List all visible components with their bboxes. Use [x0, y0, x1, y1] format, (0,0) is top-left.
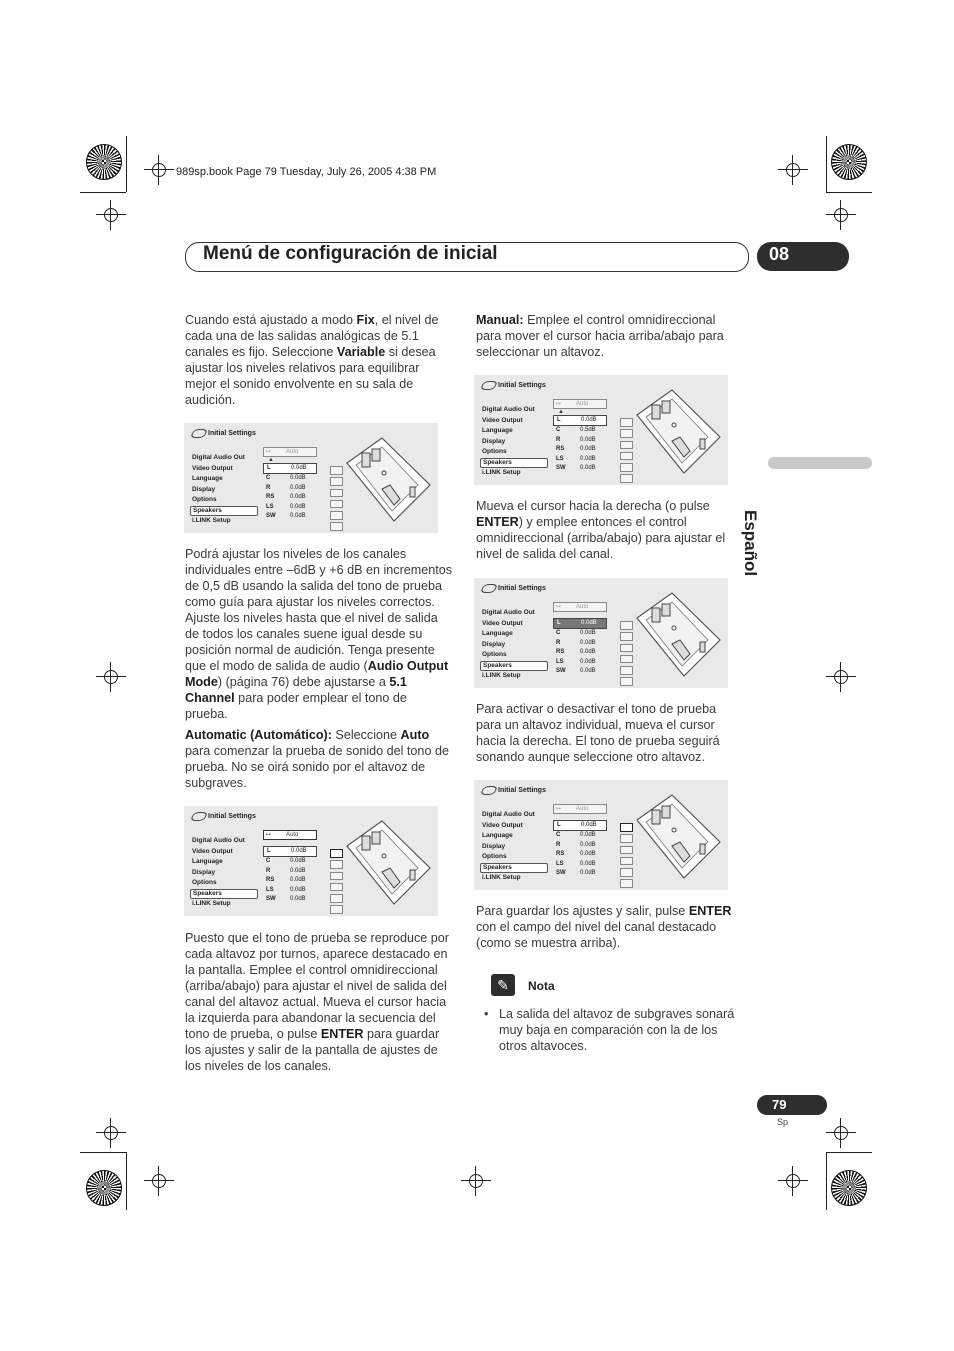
menu-item: Video Output: [482, 821, 523, 829]
paragraph: Automatic (Automático): Seleccione Auto para comenzar la prueba de sonido del tono de prueba. No se oirá sonido por el altavoz de subgraves.: [185, 728, 449, 790]
crop-line: [80, 1152, 126, 1153]
settings-menu: [190, 836, 258, 910]
registration-star-icon: [831, 1170, 867, 1206]
crop-mark-icon: [826, 1118, 856, 1148]
menu-item: Options: [192, 496, 217, 504]
crop-line: [126, 136, 127, 192]
note-icon: ✎: [491, 974, 515, 996]
menu-item: Language: [482, 630, 513, 638]
menu-item: Digital Audio Out: [482, 406, 535, 413]
menu-item: Display: [192, 868, 216, 876]
room-diagram-icon: [342, 433, 432, 525]
room-diagram-icon: [632, 385, 722, 477]
crop-mark-icon: [778, 1166, 808, 1196]
menu-item: Options: [482, 651, 507, 659]
menu-item: Display: [482, 842, 506, 850]
settings-menu: [480, 810, 548, 884]
crop-line: [826, 1152, 872, 1153]
paragraph: Puesto que el tono de prueba se reproduce por cada altavoz por turnos, aparece destacado en la pantalla. Emplee el control omnidireccional (arriba/abajo) para ajustar el nivel de salida del canal del altavoz actual. Mueva el cursor hacia la izquierda para abandonar la secuencia del tono de prueba, o pulse ENTER para guardar los ajustes y salir de la pantalla de ajustes de los niveles de los canales.: [185, 931, 449, 1073]
auto-field: ↦ Auto: [263, 830, 317, 840]
settings-icon: [190, 812, 208, 821]
print-line: 989sp.book Page 79 Tuesday, July 26, 2005 4:38 PM: [176, 166, 437, 178]
crop-line: [826, 192, 872, 193]
menu-item: Language: [482, 832, 513, 840]
settings-screen: [184, 806, 438, 916]
menu-item: i.LINK Setup: [482, 468, 521, 476]
paragraph: Mueva el cursor hacia la derecha (o pulse ENTER) y emplee entonces el control omnidireccional (arriba/abajo) para ajustar el nivel de salida del canal.: [476, 499, 726, 561]
menu-item: Video Output: [482, 619, 523, 627]
crop-mark-icon: [144, 155, 174, 185]
settings-screen: [184, 423, 438, 533]
level-panel: ↦ Auto ▲ L 0.0dB C 0.5dB R 0.0dB RS 0.0dB LS 0.0dB SW 0.0dB: [553, 399, 619, 477]
settings-icon: [190, 429, 208, 438]
channel-list: L 0.0dB C 0.0dB R 0.0dB RS 0.0dB LS 0.0dB SW 0.0dB: [263, 463, 317, 521]
level-panel: [553, 602, 619, 680]
channel-list: L 0.0dB C 0.0dB R 0.0dB RS 0.0dB LS 0.0dB SW 0.0dB: [553, 820, 607, 878]
tone-slots: [330, 849, 342, 917]
paragraph: Podrá ajustar los niveles de los canales individuales entre –6dB y +6 dB en incrementos de 0,5 dB usando la salida del tono de prueba como guía para ajustar los niveles correctos. Ajuste los niveles hasta que el nivel de salida de todos los canales suene igual desde su posición normal de audición. Tenga presente que el modo de salida de audio (Audio Output Mode) (página 76) debe ajustarse a 5.1 Channel para poder emplear el tono de prueba.: [185, 547, 453, 721]
language-label: Español: [741, 510, 760, 577]
menu-item-selected: Speakers: [480, 863, 548, 873]
crop-line: [126, 1152, 127, 1210]
channel-list: L 0.0dB C 0.0dB R 0.0dB RS 0.0dB LS 0.0dB SW 0.0dB: [553, 618, 607, 676]
menu-item: Digital Audio Out: [482, 811, 535, 818]
note-title: Nota: [528, 979, 555, 993]
level-panel: [263, 830, 329, 908]
crop-mark-icon: [826, 662, 856, 692]
auto-field: ↦ Auto: [263, 447, 317, 457]
tone-slots: [620, 823, 632, 891]
menu-item: Options: [482, 448, 507, 456]
settings-icon: [480, 381, 498, 390]
tone-slots: [330, 466, 342, 534]
auto-field: ↦ Auto: [553, 804, 607, 814]
menu-item: i.LINK Setup: [482, 873, 521, 881]
crop-mark-icon: [96, 662, 126, 692]
crop-mark-icon: [96, 1118, 126, 1148]
room-diagram-icon: [632, 588, 722, 680]
paragraph: Manual: Emplee el control omnidireccional para mover el cursor hacia arriba/abajo para seleccionar un altavoz.: [476, 313, 724, 359]
note-bullet: • La salida del altavoz de subgraves sonará muy baja en comparación con la de los otros altavoces.: [484, 1007, 735, 1053]
menu-item: Options: [192, 879, 217, 887]
auto-field: ↦ Auto: [553, 399, 607, 409]
settings-menu: [480, 405, 548, 479]
screen-title: Initial Settings: [498, 382, 546, 389]
language-tab: [768, 457, 872, 469]
settings-menu: [480, 608, 548, 682]
settings-icon: [480, 786, 498, 795]
menu-item: Video Output: [192, 847, 233, 855]
settings-screen: [474, 780, 728, 890]
menu-item: Display: [482, 437, 506, 445]
menu-item-selected: Speakers: [190, 889, 258, 899]
channel-list: L 0.0dB C 0.0dB R 0.0dB RS 0.0dB LS 0.0dB SW 0.0dB: [263, 846, 317, 904]
registration-star-icon: [831, 144, 867, 180]
page-badge: [757, 1095, 827, 1115]
crop-line: [80, 192, 126, 193]
crop-line: [826, 136, 827, 192]
settings-icon: [480, 584, 498, 593]
menu-item-selected: Speakers: [190, 506, 258, 516]
menu-item: Options: [482, 853, 507, 861]
menu-item: Digital Audio Out: [192, 837, 245, 844]
crop-mark-icon: [96, 200, 126, 230]
screen-title: Initial Settings: [208, 813, 256, 820]
menu-item: Video Output: [482, 416, 523, 424]
menu-item: Language: [192, 475, 223, 483]
menu-item: i.LINK Setup: [192, 516, 231, 524]
screen-title: Initial Settings: [498, 787, 546, 794]
page-title: Menú de configuración de inicial: [203, 243, 498, 264]
menu-item: Digital Audio Out: [482, 609, 535, 616]
crop-mark-icon: [461, 1166, 491, 1196]
page-number: 79: [772, 1097, 787, 1112]
menu-item-selected: Speakers: [480, 458, 548, 468]
crop-mark-icon: [778, 155, 808, 185]
menu-item: Language: [192, 858, 223, 866]
tone-slots: [620, 418, 632, 486]
menu-item: Digital Audio Out: [192, 454, 245, 461]
chapter-number: 08: [769, 244, 790, 264]
settings-screen: [474, 375, 728, 485]
auto-field: ↦ Auto: [553, 602, 607, 612]
room-diagram-icon: [632, 790, 722, 882]
room-diagram-icon: [342, 816, 432, 908]
menu-item: Language: [482, 427, 513, 435]
screen-title: Initial Settings: [208, 430, 256, 437]
crop-line: [826, 1152, 827, 1210]
menu-item: Display: [482, 640, 506, 648]
settings-menu: [190, 453, 258, 527]
level-panel: ↦ Auto ▲ L 0.0dB C 0.0dB R 0.0dB RS 0.0dB LS 0.0dB SW 0.0dB: [263, 447, 329, 525]
crop-mark-icon: [826, 200, 856, 230]
menu-item: i.LINK Setup: [192, 899, 231, 907]
menu-item: i.LINK Setup: [482, 671, 521, 679]
tone-slots: [620, 621, 632, 689]
page-language: Sp: [777, 1117, 789, 1127]
settings-screen: [474, 578, 728, 688]
crop-mark-icon: [144, 1166, 174, 1196]
menu-item: Video Output: [192, 464, 233, 472]
menu-item: Display: [192, 485, 216, 493]
paragraph: Para activar o desactivar el tono de prueba para un altavoz individual, mueva el cursor hacia la derecha. El tono de prueba seguirá sonando aunque seleccione otro altavoz.: [476, 702, 720, 764]
registration-star-icon: [86, 1170, 122, 1206]
paragraph: Cuando está ajustado a modo Fix, el nivel de cada una de las salidas analógicas de 5.1 canales es fijo. Seleccione Variable si desea ajustar los niveles relativos para equilibrar mejor el sonido envolvente en su sala de audición.: [185, 313, 439, 407]
registration-star-icon: [86, 144, 122, 180]
channel-list: L 0.0dB C 0.5dB R 0.0dB RS 0.0dB LS 0.0dB SW 0.0dB: [553, 415, 607, 473]
screen-title: Initial Settings: [498, 585, 546, 592]
menu-item-selected: Speakers: [480, 661, 548, 671]
paragraph: Para guardar los ajustes y salir, pulse ENTER con el campo del nivel del canal destacado (como se muestra arriba).: [476, 904, 732, 950]
level-panel: [553, 804, 619, 882]
